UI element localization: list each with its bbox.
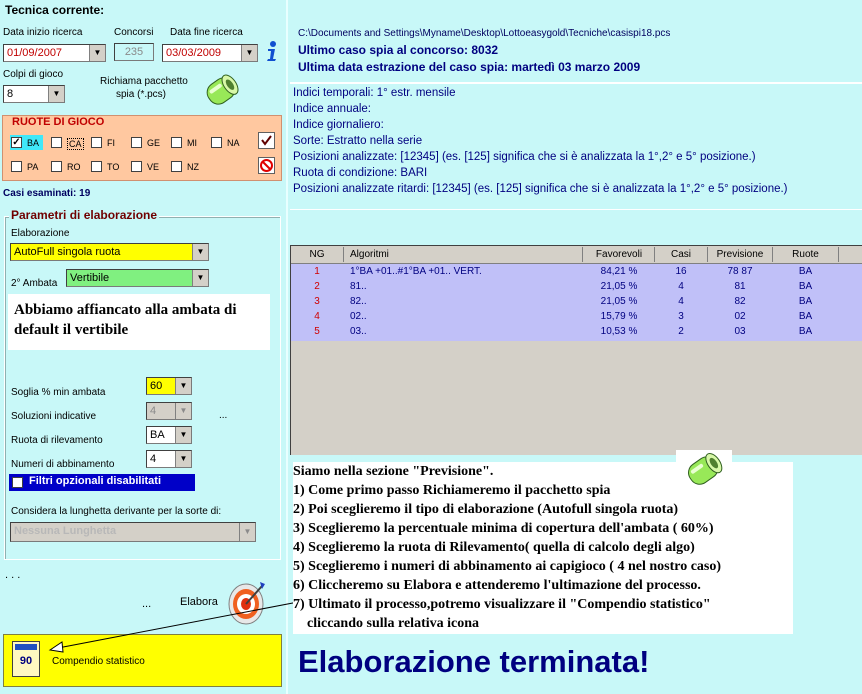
cell-fav: 84,21 % [600,266,638,277]
ambata-value: Vertibile [70,272,110,284]
instruction-line: 1) Come primo passo Richiameremo il pacchetto spia [293,483,611,498]
instruction-line: Siamo nella sezione "Previsione". [293,464,494,479]
end-date-label: Data fine ricerca [170,27,243,38]
annotation-note: Abbiamo affiancato alla ambata di default il vertibile [8,294,270,350]
ultimo-caso: Ultimo caso spia al concorso: 8032 [298,43,499,57]
colpi-value: 8 [7,88,14,100]
col-header-algoritmi[interactable]: Algoritmi [344,247,583,262]
cell-casi: 16 [675,266,687,277]
instruction-line: cliccando sulla relativa icona [293,616,480,631]
wheel-ge-label: GE [147,138,161,148]
cell-ruote: BA [798,266,813,277]
chevron-down-icon[interactable]: ▼ [175,427,191,443]
cell-ruote: BA [798,326,813,337]
cell-alg: 03.. [350,326,367,337]
cell-prev: 02 [734,311,746,322]
instruction-line: 5) Sceglieremo i numeri di abbinamento ai capigioco ( 4 nel nostro caso) [293,559,722,574]
compendio-label: Compendio statistico [52,656,145,667]
cell-alg: 02.. [350,311,367,322]
wheel-ro-label: RO [67,162,81,172]
cell-ruote: BA [798,296,813,307]
casi-esaminati: Casi esaminati: 19 [3,188,91,199]
chevron-down-icon[interactable]: ▼ [48,86,64,102]
cell-fav: 10,53 % [600,326,638,337]
wheel-fi-label: FI [107,138,115,148]
abbinamento-label: Numeri di abbinamento [11,459,115,470]
detail-line: Indice giornaliero: [293,119,384,131]
cell-ng: 1 [314,266,320,277]
compendio-badge: 90 [19,655,33,667]
cell-fav: 21,05 % [600,281,638,292]
table-row[interactable] [291,324,862,339]
cell-ng: 2 [314,281,320,292]
cell-ruote: BA [798,311,813,322]
detail-line: Ruota di condizione: BARI [293,167,428,179]
chevron-down-icon[interactable]: ▼ [192,270,208,286]
col-header-casi[interactable]: Casi [655,247,708,262]
cell-casi: 3 [678,311,684,322]
cell-ruote: BA [798,281,813,292]
detail-line: Posizioni analizzate ritardi: [12345] (es. [125] significa che si è analizzata la 1°,2° e 5° posizione.) [293,183,788,195]
wheel-ba-label: BA [27,138,40,148]
results-grid[interactable] [290,245,862,455]
cell-prev: 03 [734,326,746,337]
cell-prev: 78 87 [727,266,753,277]
wheel-nz-label: NZ [187,162,199,172]
start-date-value: 01/09/2007 [7,47,63,59]
cell-alg: 81.. [350,281,367,292]
instruction-line: 4) Sceglieremo la ruota di Rilevamento( quella di calcolo degli algo) [293,540,695,555]
instructions-package-icon [676,450,732,490]
wheel-to-label: TO [107,162,120,172]
status-dots: . . . [5,569,21,581]
lunghetta-value: Nessuna Lunghetta [14,525,117,537]
chevron-down-icon: ▼ [175,403,191,419]
cell-prev: 82 [734,296,746,307]
concorsi-label: Concorsi [114,27,154,38]
table-row[interactable] [291,294,862,309]
cell-ng: 4 [314,311,320,322]
file-path: C:\Documents and Settings\Myname\Desktop\Lottoeasygold\Tecniche\casispi18.pcs [298,28,671,39]
cell-casi: 4 [678,281,684,292]
ruota-rilevamento-value: BA [150,429,165,441]
ambata-label: 2° Ambata [11,278,58,289]
table-row[interactable] [291,309,862,324]
col-header-ng[interactable]: NG [291,247,344,262]
cell-fav: 15,79 % [600,311,638,322]
col-header-ruote[interactable]: Ruote [773,247,839,262]
cell-ng: 3 [314,296,320,307]
chevron-down-icon[interactable]: ▼ [175,378,191,394]
chevron-down-icon[interactable]: ▼ [89,45,105,61]
detail-line: Posizioni analizzate: [12345] (es. [125] significa che si è analizzata la 1°,2° e 5° posizione.) [293,151,756,163]
page-title: Tecnica corrente: [5,3,105,17]
instruction-line: 6) Cliccheremo su Elabora e attenderemo l'ultimazione del processo. [293,578,701,593]
instruction-line: 2) Poi sceglieremo il tipo di elaborazione (Autofull singola ruota) [293,502,679,517]
elabora-label: Elabora [180,596,218,608]
wheel-ba-checkbox[interactable]: ✓ [12,137,21,148]
colpi-label: Colpi di gioco [3,69,64,80]
soglia-label: Soglia % min ambata [11,387,106,398]
pacchetto-label-1: Richiama pacchetto [100,76,188,87]
detail-line: Sorte: Estratto nella serie [293,135,423,147]
chevron-down-icon[interactable]: ▼ [241,45,257,61]
soluzioni-dots: ... [219,410,228,421]
soluzioni-value: 4 [150,405,157,417]
chevron-down-icon: ▼ [239,523,255,541]
col-header-previsione[interactable]: Previsione [708,247,773,262]
soglia-value: 60 [150,380,163,392]
table-row[interactable] [291,279,862,294]
ultima-data: Ultima data estrazione del caso spia: martedì 03 marzo 2009 [298,60,641,74]
wheel-na-label: NA [227,138,240,148]
end-date-value: 03/03/2009 [166,47,222,59]
pacchetto-label-2: spia (*.pcs) [116,89,167,100]
elabora-dots: ... [142,598,152,610]
wheel-pa-label: PA [27,162,39,172]
elaborazione-label: Elaborazione [11,228,70,239]
instruction-line: 3) Sceglieremo la percentuale minima di copertura dell'ambata ( 60%) [293,521,714,536]
col-header-favorevoli[interactable]: Favorevoli [584,247,655,262]
wheel-ca-label: CA [69,139,82,149]
start-date-label: Data inizio ricerca [3,27,83,38]
detail-line: Indice annuale: [293,103,372,115]
instruction-line: 7) Ultimato il processo,potremo visualizzare il "Compendio statistico" [293,597,711,612]
detail-line: Indici temporali: 1° estr. mensile [293,87,456,99]
chevron-down-icon[interactable]: ▼ [175,451,191,467]
concorsi-field: 235 [114,43,154,61]
wheel-ve-label: VE [147,162,160,172]
wheel-mi-label: MI [187,138,197,148]
cell-fav: 21,05 % [600,296,638,307]
cell-ng: 5 [314,326,320,337]
elaborazione-value: AutoFull singola ruota [14,246,121,258]
ruota-rilevamento-label: Ruota di rilevamento [11,435,103,446]
details-panel [290,86,862,210]
lunghetta-label: Considera la lunghetta derivante per la sorte di: [11,506,222,517]
cell-alg: 1°BA +01..#1°BA +01.. VERT. [350,266,482,277]
status-message: Elaborazione terminata! [298,644,650,679]
ruote-title: RUOTE DI GIOCO [12,116,105,128]
soluzioni-label: Soluzioni indicative [11,411,97,422]
cell-prev: 81 [734,281,746,292]
chevron-down-icon[interactable]: ▼ [192,244,208,260]
cell-casi: 4 [678,296,684,307]
cell-alg: 82.. [350,296,367,307]
table-row[interactable] [291,264,862,279]
abbinamento-value: 4 [150,453,157,465]
filtri-label: Filtri opzionali disabilitati [29,475,162,487]
cell-casi: 2 [678,326,684,337]
parametri-title: Parametri di elaborazione [11,208,158,222]
